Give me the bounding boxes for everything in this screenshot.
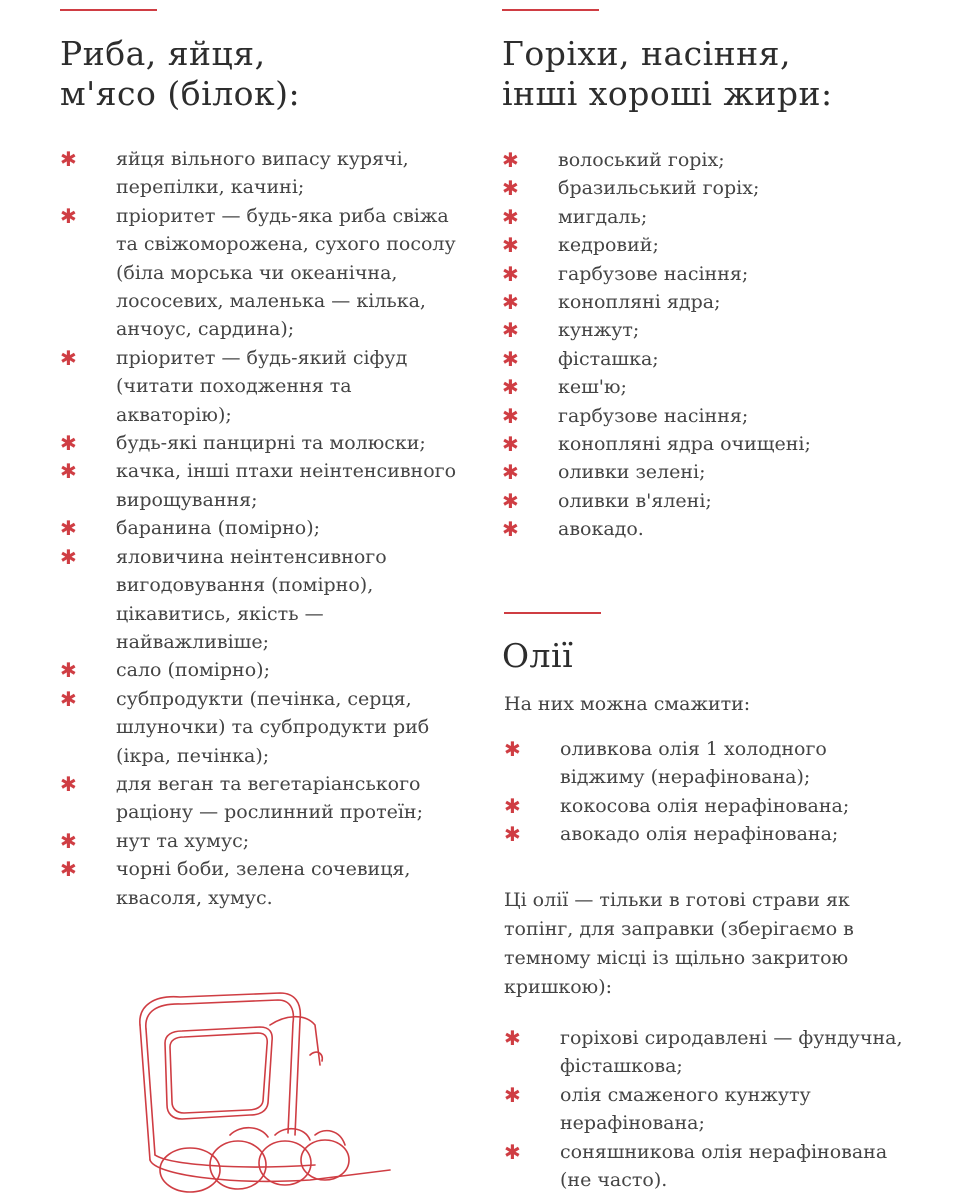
list-item	[60, 855, 460, 912]
bullet-star-icon: ✱	[504, 822, 521, 847]
list-item-text: конопляні ядра;	[558, 291, 721, 314]
list-item	[60, 543, 460, 657]
list-item	[60, 770, 460, 827]
list-item-text: конопляні ядра очищені;	[558, 433, 811, 456]
list-item	[60, 457, 460, 514]
list-item-text: олія смаженого кунжуту нерафінована;	[560, 1083, 811, 1135]
bullet-star-icon: ✱	[502, 403, 519, 428]
list-item	[60, 344, 460, 429]
bullet-star-icon: ✱	[60, 544, 77, 569]
list-item-text: баранина (помірно);	[116, 517, 321, 540]
list-item-text: оливки в'ялені;	[558, 489, 712, 512]
list-item	[504, 1081, 904, 1138]
bullet-star-icon: ✱	[60, 658, 77, 683]
bullet-star-icon: ✱	[60, 516, 77, 541]
nuts-heading-line2: інші хороші жири:	[502, 74, 833, 113]
list-item-text: кокосова олія нерафінована;	[560, 794, 850, 817]
list-item-text: волоський горіх;	[558, 149, 725, 171]
list-item-text: мигдаль;	[558, 205, 648, 228]
list-item-text: горіхові сиродавлені — фундучна, фісташкова;	[560, 1027, 903, 1078]
list-item	[502, 146, 922, 174]
list-item	[502, 373, 922, 401]
bullet-star-icon: ✱	[60, 345, 77, 370]
list-item-text: гарбузове насіння;	[558, 404, 749, 427]
list-item-text: субпродукти (печінка, серця, шлуночки) та субпродукти риб (ікра, печінка);	[116, 687, 430, 767]
protein-heading-line1: Риба, яйця,	[60, 34, 266, 73]
bullet-star-icon: ✱	[60, 147, 77, 171]
list-item	[502, 345, 922, 373]
list-item-text: нут та хумус;	[116, 829, 250, 852]
list-item	[60, 145, 460, 202]
list-item-text: для веган та вегетаріанського раціону — рослинний протеїн;	[116, 772, 423, 824]
protein-heading-line2: м'ясо (білок):	[60, 74, 301, 113]
list-item	[502, 458, 922, 486]
list-item	[502, 203, 922, 231]
nuts-divider	[502, 9, 599, 11]
list-item	[504, 1138, 904, 1195]
bullet-star-icon: ✱	[504, 793, 521, 818]
list-item-text: оливки зелені;	[558, 461, 706, 484]
list-item	[502, 174, 922, 202]
list-item-text: оливкова олія 1 холодного віджиму (нерафінована);	[560, 738, 827, 789]
bullet-star-icon: ✱	[60, 459, 77, 484]
list-item-text: гарбузове насіння;	[558, 262, 749, 285]
oils-topping-text: Ці олії — тільки в готові страви як топінг, для заправки (зберігаємо в темному місці із щільно закритою кришкою):	[504, 889, 854, 998]
list-item-text: кунжут;	[558, 319, 640, 342]
list-item	[60, 656, 460, 684]
protein-list	[60, 145, 460, 912]
list-item-text: бразильський горіх;	[558, 177, 760, 200]
nuts-heading	[502, 34, 833, 114]
list-item	[60, 202, 460, 344]
list-item	[60, 685, 460, 770]
list-item	[502, 430, 922, 458]
egg-carton-icon	[110, 985, 430, 1200]
bullet-star-icon: ✱	[60, 857, 77, 882]
list-item-text: кеш'ю;	[558, 376, 627, 399]
oils-divider	[504, 612, 601, 614]
list-item	[60, 429, 460, 457]
bullet-star-icon: ✱	[504, 1026, 521, 1050]
bullet-star-icon: ✱	[60, 828, 77, 853]
list-item	[60, 827, 460, 855]
list-item-text: яйця вільного випасу курячі, перепілки, качині;	[116, 148, 409, 199]
oils-intro: На них можна смажити:	[504, 693, 751, 715]
bullet-star-icon: ✱	[502, 375, 519, 400]
list-item-text: будь-які панцирні та молюски;	[116, 432, 426, 455]
list-item-text: пріоритет — будь-яка риба свіжа та свіжоморожена, сухого посолу (біла морська чи океанічна, лососевих, маленька — кілька, анчоус, сардина);	[116, 204, 456, 341]
list-item-text: пріоритет — будь-який сіфуд (читати походження та акваторію);	[116, 346, 408, 426]
list-item	[502, 487, 922, 515]
bullet-star-icon: ✱	[60, 203, 77, 228]
list-item	[504, 735, 904, 792]
list-item	[504, 792, 904, 820]
list-item-text: авокадо.	[558, 518, 644, 541]
bullet-star-icon: ✱	[504, 737, 521, 761]
list-item-text: фісташка;	[558, 347, 659, 370]
list-item-text: качка, інші птахи неінтенсивного вирощування;	[116, 460, 457, 511]
list-item	[504, 1024, 904, 1081]
list-item-text: сало (помірно);	[116, 659, 270, 682]
oils-topping-list	[504, 1024, 904, 1194]
list-item	[504, 820, 904, 848]
list-item	[502, 515, 922, 543]
list-item	[60, 514, 460, 542]
bullet-star-icon: ✱	[502, 148, 519, 172]
bullet-star-icon: ✱	[60, 686, 77, 711]
bullet-star-icon: ✱	[504, 1139, 521, 1164]
bullet-star-icon: ✱	[502, 318, 519, 343]
bullet-star-icon: ✱	[504, 1082, 521, 1107]
bullet-star-icon: ✱	[502, 517, 519, 542]
list-item	[502, 231, 922, 259]
list-item-text: соняшникова олія нерафінована (не часто).	[560, 1140, 888, 1192]
bullet-star-icon: ✱	[60, 771, 77, 796]
oils-heading: Олії	[502, 636, 574, 675]
list-item-text: кедровий;	[558, 234, 659, 257]
list-item-text: чорні боби, зелена сочевиця, квасоля, хумус.	[116, 858, 411, 909]
list-item-text: авокадо олія нерафінована;	[560, 823, 839, 846]
bullet-star-icon: ✱	[502, 432, 519, 457]
bullet-star-icon: ✱	[502, 460, 519, 485]
bullet-star-icon: ✱	[502, 346, 519, 371]
bullet-star-icon: ✱	[502, 176, 519, 201]
bullet-star-icon: ✱	[502, 261, 519, 286]
bullet-star-icon: ✱	[502, 204, 519, 229]
nuts-heading-line1: Горіхи, насіння,	[502, 34, 791, 73]
list-item	[502, 402, 922, 430]
list-item	[502, 288, 922, 316]
oils-frying-list	[504, 735, 904, 849]
protein-heading	[60, 34, 300, 114]
bullet-star-icon: ✱	[502, 290, 519, 315]
nuts-list	[502, 146, 922, 544]
protein-divider	[60, 9, 157, 11]
bullet-star-icon: ✱	[60, 431, 77, 456]
list-item	[502, 260, 922, 288]
bullet-star-icon: ✱	[502, 488, 519, 513]
bullet-star-icon: ✱	[502, 233, 519, 258]
list-item	[502, 316, 922, 344]
list-item-text: яловичина неінтенсивного вигодовування (помірно), цікавитись, якість — найважливіше;	[116, 545, 387, 653]
